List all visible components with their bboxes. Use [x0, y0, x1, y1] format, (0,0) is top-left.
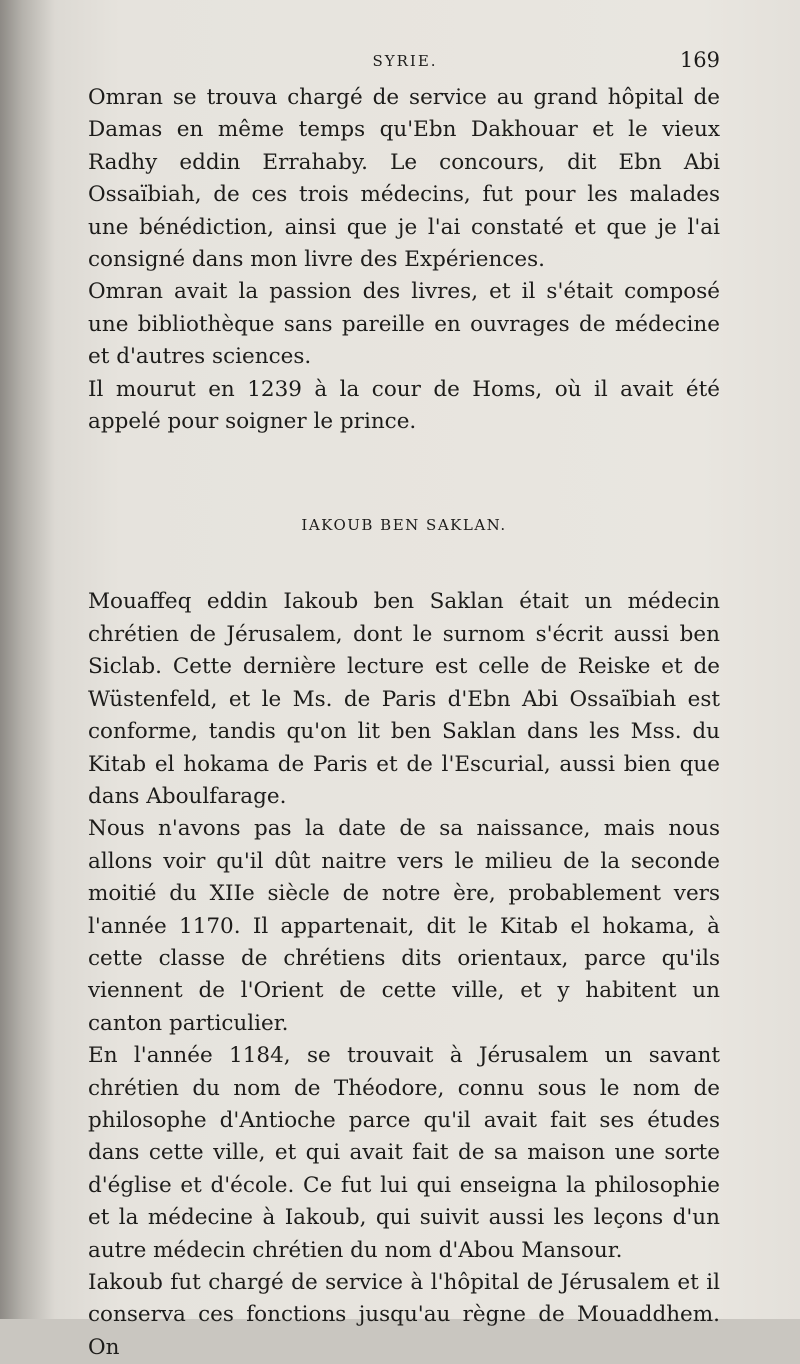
paragraph: Nous n'avons pas la date de sa naissance, mais nous allons voir qu'il dût naitre vers le milieu de la seconde moitié du XIIe siècle de notre ère, probablement vers l'année 1170. Il appartenait, dit le Kitab el hokama, à cette classe de chrétiens dits orientaux, parce qu'ils viennent de l'Orient de cette ville, et y habitent un canton particulier. [88, 816, 720, 1036]
body-text [88, 82, 720, 1364]
paragraph: Omran avait la passion des livres, et il s'était composé une bibliothèque sans pareille en ouvrages de médecine et d'autres sciences. [88, 279, 720, 370]
paragraph: Omran se trouva chargé de service au grand hôpital de Damas en même temps qu'Ebn Dakhouar et le vieux Radhy eddin Errahaby. Le concours, dit Ebn Abi Ossaïbiah, de ces trois médecins, fut pour les malades une bénédiction, ainsi que je l'ai constaté et que je l'ai consigné dans mon livre des Expériences. [88, 85, 720, 273]
paragraph: En l'année 1184, se trouvait à Jérusalem un savant chrétien du nom de Théodore, connu sous le nom de philosophe d'Antioche parce qu'il avait fait ses études dans cette ville, et qui avait fait de sa maison une sorte d'église et d'école. Ce fut lui qui enseigna la philosophie et la médecine à Iakoub, qui suivit aussi les leçons d'un autre médecin chrétien du nom d'Abou Mansour. [88, 1043, 720, 1263]
paragraph: Iakoub fut chargé de service à l'hôpital de Jérusalem et il conserva ces fonctions jusqu'au règne de Mouaddhem. On [88, 1270, 720, 1360]
paragraph: Il mourut en 1239 à la cour de Homs, où il avait été appelé pour soigner le prince. [88, 376, 720, 435]
running-head: SYRIE. [372, 52, 438, 70]
paragraph: Mouaffeq eddin Iakoub ben Saklan était un médecin chrétien de Jérusalem, dont le surnom s'écrit aussi ben Siclab. Cette dernière lecture est celle de Reiske et de Wüstenfeld, et le Ms. de Paris d'Ebn Abi Ossaïbiah est conforme, tandis qu'on lit ben Saklan dans les Mss. du Kitab el hokama de Paris et de l'Escurial, aussi bien que dans Aboulfarage. [88, 589, 720, 809]
section-title: IAKOUB BEN SAKLAN. [301, 516, 507, 535]
page-number: 169 [679, 48, 720, 72]
page-header [90, 48, 720, 78]
